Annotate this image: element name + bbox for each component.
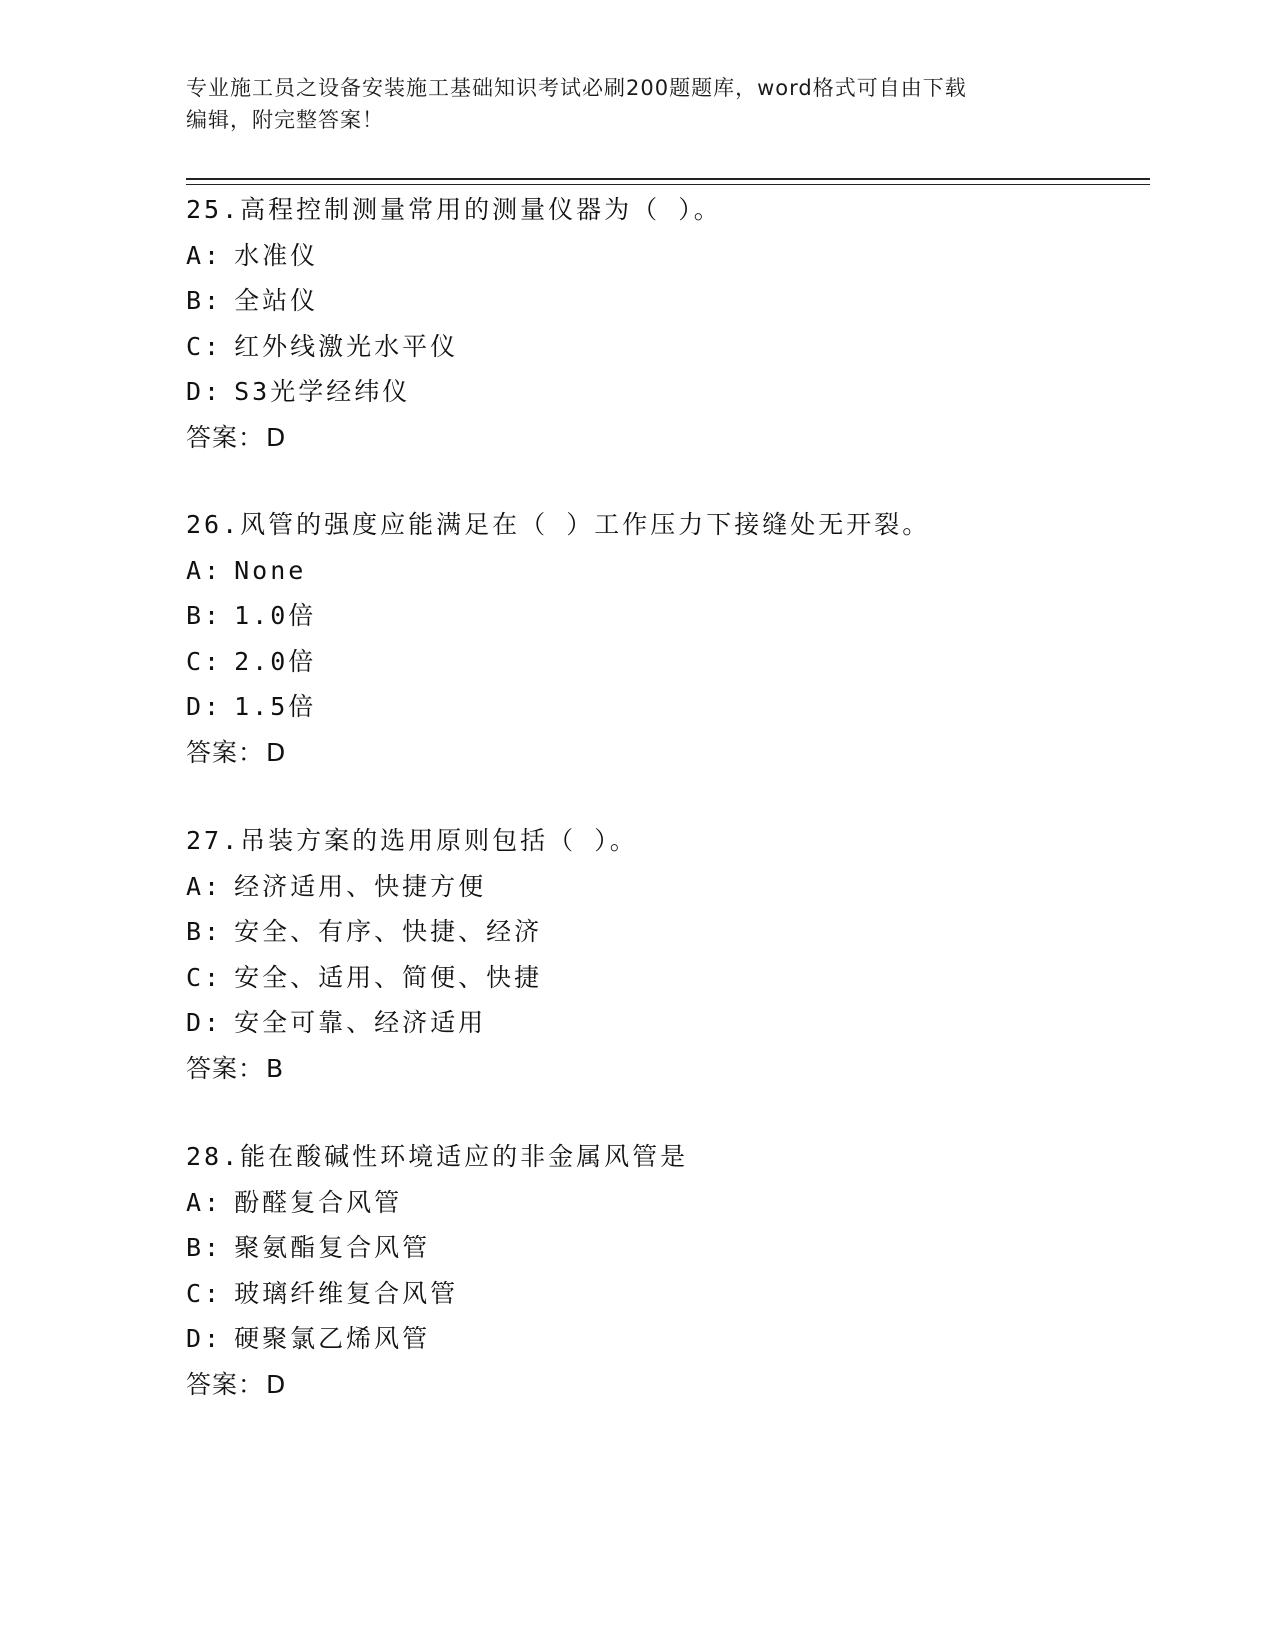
option-a xyxy=(186,1180,1146,1226)
option-text: None xyxy=(234,555,307,585)
question-stem xyxy=(186,502,1146,548)
option-key: A: xyxy=(186,871,223,901)
option-key: B: xyxy=(186,601,223,630)
answer-line xyxy=(186,1046,1146,1092)
header-title-line-1: 专业施工员之设备安装施工基础知识考试必刷200题题库，word格式可自由下载 xyxy=(186,76,967,100)
option-text: 玻璃纤维复合风管 xyxy=(234,1278,459,1308)
question-text: 高程控制测量常用的测量仪器为（ ）。 xyxy=(240,195,722,224)
question-stem xyxy=(186,187,1146,233)
header-title-line-2: 编辑，附完整答案！ xyxy=(186,108,384,132)
option-text: 安全、适用、简便、快捷 xyxy=(234,962,543,992)
option-d xyxy=(186,1000,1146,1046)
answer-value: D xyxy=(266,737,287,767)
option-b xyxy=(186,278,1146,324)
option-text: 安全、有序、快捷、经济 xyxy=(234,917,543,946)
option-text: 硬聚氯乙烯风管 xyxy=(234,1324,431,1353)
question-number: 25. xyxy=(186,195,241,224)
answer-label: 答案： xyxy=(186,1053,265,1083)
question-stem xyxy=(186,818,1146,864)
option-key: C: xyxy=(186,646,223,676)
option-key: A: xyxy=(186,1187,223,1217)
question-text: 吊装方案的选用原则包括（ ）。 xyxy=(240,826,638,855)
question-block xyxy=(186,502,1146,775)
answer-value: B xyxy=(266,1053,285,1083)
option-key: B: xyxy=(186,286,223,315)
option-text: 聚氨酯复合风管 xyxy=(234,1233,431,1262)
option-text: 安全可靠、经济适用 xyxy=(234,1008,487,1037)
option-d xyxy=(186,369,1146,415)
option-key: D: xyxy=(186,692,223,721)
option-c xyxy=(186,639,1146,685)
option-key: C: xyxy=(186,962,223,992)
question-number: 26. xyxy=(186,510,241,539)
option-text: 全站仪 xyxy=(234,286,319,315)
option-key: D: xyxy=(186,377,223,406)
question-block xyxy=(186,818,1146,1091)
header-divider-thick xyxy=(186,178,1150,180)
option-b xyxy=(186,909,1146,955)
option-key: A: xyxy=(186,240,223,270)
option-b xyxy=(186,593,1146,639)
question-block xyxy=(186,187,1146,460)
option-key: A: xyxy=(186,555,223,585)
answer-label: 答案： xyxy=(186,737,265,767)
option-d xyxy=(186,1316,1146,1362)
option-text: 经济适用、快捷方便 xyxy=(234,871,487,901)
document-header xyxy=(186,72,1086,136)
option-key: C: xyxy=(186,1278,223,1308)
option-c xyxy=(186,955,1146,1001)
answer-line xyxy=(186,415,1146,461)
answer-value: D xyxy=(266,1369,287,1399)
answer-line xyxy=(186,730,1146,776)
option-key: B: xyxy=(186,917,223,946)
question-stem xyxy=(186,1134,1146,1180)
answer-value: D xyxy=(266,422,287,452)
option-key: B: xyxy=(186,1233,223,1262)
option-text: 红外线激光水平仪 xyxy=(234,331,459,361)
option-d xyxy=(186,684,1146,730)
question-block xyxy=(186,1134,1146,1407)
question-number: 27. xyxy=(186,826,241,855)
option-text: 1.0倍 xyxy=(234,601,317,630)
header-divider-thin xyxy=(186,184,1150,185)
option-key: D: xyxy=(186,1008,223,1037)
option-b xyxy=(186,1225,1146,1271)
option-a xyxy=(186,864,1146,910)
option-c xyxy=(186,1271,1146,1317)
option-key: C: xyxy=(186,331,223,361)
answer-label: 答案： xyxy=(186,1369,265,1399)
option-key: D: xyxy=(186,1324,223,1353)
answer-line xyxy=(186,1362,1146,1408)
option-c xyxy=(186,324,1146,370)
question-number: 28. xyxy=(186,1142,241,1171)
option-text: 水准仪 xyxy=(234,240,319,270)
answer-label: 答案： xyxy=(186,422,265,452)
option-text: S3光学经纬仪 xyxy=(234,377,411,406)
question-text: 能在酸碱性环境适应的非金属风管是 xyxy=(240,1142,689,1171)
option-text: 酚醛复合风管 xyxy=(234,1187,403,1217)
option-a xyxy=(186,548,1146,594)
option-text: 2.0倍 xyxy=(234,646,317,676)
option-text: 1.5倍 xyxy=(234,692,317,721)
question-text: 风管的强度应能满足在（ ）工作压力下接缝处无开裂。 xyxy=(240,510,931,539)
option-a xyxy=(186,233,1146,279)
